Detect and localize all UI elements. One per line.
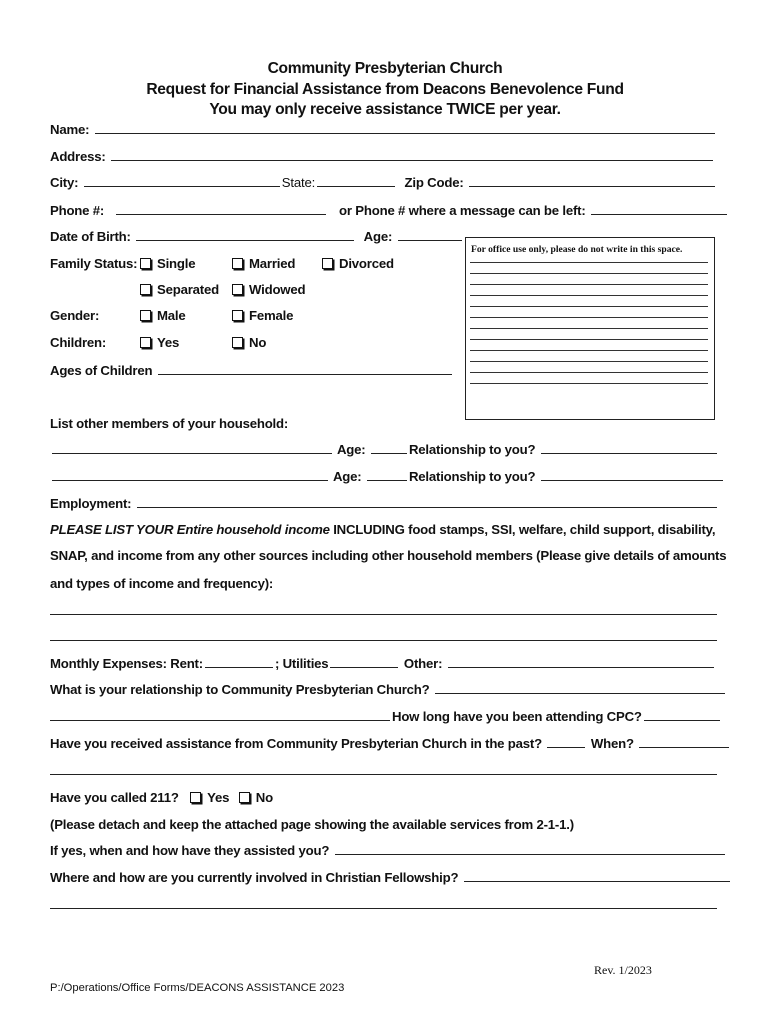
how-long-row: [50, 709, 722, 724]
state-label: State:: [281, 175, 316, 190]
utilities-label: ; Utilities: [274, 656, 329, 671]
how-long-label: How long have you been attending CPC?: [392, 709, 642, 724]
fellowship-row: [50, 870, 732, 885]
male-label: Male: [157, 308, 186, 323]
dob-field[interactable]: [136, 229, 354, 241]
employment-field[interactable]: [137, 496, 717, 508]
office-line: [470, 317, 708, 318]
relationship-cpc-field[interactable]: [435, 682, 725, 694]
income-emphasis: PLEASE LIST YOUR Entire household income: [50, 522, 330, 537]
children-no-option[interactable]: [232, 335, 266, 350]
children-yes-label: Yes: [157, 335, 180, 350]
office-line: [470, 328, 708, 329]
assisted-row: [50, 843, 727, 858]
divorced-checkbox[interactable]: [322, 258, 333, 269]
children-no-label: No: [249, 335, 267, 350]
ages-children-field[interactable]: [158, 363, 452, 375]
married-label: Married: [249, 256, 296, 271]
family-status-label: Family Status:: [50, 256, 138, 271]
children-label: Children:: [50, 335, 107, 350]
divorced-label: Divorced: [339, 256, 394, 271]
employment-label: Employment:: [50, 496, 132, 511]
utilities-field[interactable]: [330, 656, 398, 668]
fellowship-label: Where and how are you currently involved in Christian Fellowship?: [50, 870, 459, 885]
household-label: List other members of your household:: [50, 416, 289, 431]
form-title: Request for Financial Assistance from Deacons Benevolence Fund: [146, 81, 624, 98]
office-use-caption: For office use only, please do not write in this space.: [471, 244, 683, 255]
called-211-row: [50, 790, 273, 805]
office-line: [470, 339, 708, 340]
male-option[interactable]: [140, 308, 186, 323]
received-row: [50, 736, 731, 751]
name-row: [50, 122, 717, 137]
dob-row: [50, 229, 464, 244]
household-relationship-2-field[interactable]: [541, 469, 723, 481]
separated-option[interactable]: [140, 282, 219, 297]
fellowship-field[interactable]: [464, 870, 730, 882]
zip-field[interactable]: [469, 175, 715, 187]
income-instructions-3: and types of income and frequency):: [50, 576, 274, 591]
address-row: [50, 149, 715, 164]
called-211-no-label: No: [255, 790, 273, 805]
assisted-field[interactable]: [335, 843, 725, 855]
other-field[interactable]: [448, 656, 714, 668]
city-row: [50, 175, 717, 190]
revision-label: Rev. 1/2023: [594, 963, 652, 977]
income-instructions-1: [50, 522, 715, 537]
other-label: Other:: [403, 656, 443, 671]
relationship-row: [50, 682, 727, 697]
ages-children-label: Ages of Children: [50, 363, 153, 378]
received-details-line[interactable]: [50, 774, 717, 775]
rent-field[interactable]: [205, 656, 273, 668]
household-relationship-label: Relationship to you?: [408, 442, 536, 457]
alt-phone-field[interactable]: [591, 203, 727, 215]
household-relationship-label: Relationship to you?: [408, 469, 536, 484]
income-field-line-2[interactable]: [50, 640, 717, 641]
assisted-label: If yes, when and how have they assisted you?: [50, 843, 330, 858]
city-label: City:: [50, 175, 79, 190]
employment-row: [50, 496, 719, 511]
phone-row: [50, 203, 729, 218]
divorced-option[interactable]: [322, 256, 394, 271]
when-field[interactable]: [639, 736, 729, 748]
when-label: When?: [590, 736, 634, 751]
how-long-field[interactable]: [644, 709, 720, 721]
married-option[interactable]: [232, 256, 295, 271]
income-instructions-2: SNAP, and income from any other sources including other household members (Please give details of amounts: [50, 548, 727, 563]
income-text: INCLUDING food stamps, SSI, welfare, child support, disability,: [329, 522, 716, 537]
household-age-2-field[interactable]: [367, 469, 407, 481]
called-211-yes-checkbox[interactable]: [190, 792, 201, 803]
called-211-yes-option[interactable]: [190, 790, 229, 805]
office-line: [470, 295, 708, 296]
office-line: [470, 372, 708, 373]
name-field[interactable]: [95, 122, 715, 134]
expenses-row: [50, 656, 716, 671]
alt-phone-label: or Phone # where a message can be left:: [339, 203, 586, 218]
form-notice: You may only receive assistance TWICE per year.: [209, 101, 561, 118]
widowed-checkbox[interactable]: [232, 284, 243, 295]
household-member-1-field[interactable]: [52, 442, 332, 454]
widowed-option[interactable]: [232, 282, 305, 297]
rent-label: Monthly Expenses: Rent:: [50, 656, 203, 671]
female-option[interactable]: [232, 308, 293, 323]
dob-label: Date of Birth:: [50, 229, 131, 244]
office-line: [470, 350, 708, 351]
female-checkbox[interactable]: [232, 310, 243, 321]
children-yes-checkbox[interactable]: [140, 337, 151, 348]
city-field[interactable]: [84, 175, 280, 187]
children-no-checkbox[interactable]: [232, 337, 243, 348]
gender-label: Gender:: [50, 308, 100, 323]
household-relationship-1-field[interactable]: [541, 442, 717, 454]
called-211-no-option[interactable]: [239, 790, 273, 805]
ages-children-row: [50, 363, 454, 378]
relationship-cpc-label: What is your relationship to Community Presbyterian Church?: [50, 682, 430, 697]
separated-label: Separated: [157, 282, 219, 297]
relationship-cpc-field-2[interactable]: [50, 709, 390, 721]
household-age-1-field[interactable]: [371, 442, 407, 454]
phone-label: Phone #:: [50, 203, 105, 218]
zip-label: Zip Code:: [404, 175, 464, 190]
office-line: [470, 383, 708, 384]
office-line: [470, 262, 708, 263]
separated-checkbox[interactable]: [140, 284, 151, 295]
fellowship-details-line[interactable]: [50, 908, 717, 909]
widowed-label: Widowed: [249, 282, 306, 297]
called-211-label: Have you called 211?: [50, 790, 179, 805]
household-member-2-field[interactable]: [52, 469, 328, 481]
income-field-line-1[interactable]: [50, 614, 717, 615]
age-label: Age:: [363, 229, 393, 244]
detach-note: (Please detach and keep the attached page showing the available services from 2-1-1.): [50, 817, 574, 832]
phone-field[interactable]: [116, 203, 326, 215]
male-checkbox[interactable]: [140, 310, 151, 321]
name-label: Name:: [50, 122, 90, 137]
household-row-2: [50, 469, 725, 484]
household-age-label: Age:: [332, 469, 362, 484]
single-option[interactable]: [140, 256, 195, 271]
office-line: [470, 284, 708, 285]
household-row-1: [50, 442, 719, 457]
single-label: Single: [157, 256, 196, 271]
office-line: [470, 361, 708, 362]
children-yes-option[interactable]: [140, 335, 179, 350]
file-path-label: P:/Operations/Office Forms/DEACONS ASSISTANCE 2023: [50, 982, 345, 994]
called-211-yes-label: Yes: [207, 790, 230, 805]
received-field[interactable]: [547, 736, 585, 748]
married-checkbox[interactable]: [232, 258, 243, 269]
female-label: Female: [249, 308, 294, 323]
called-211-no-checkbox[interactable]: [239, 792, 250, 803]
household-age-label: Age:: [336, 442, 366, 457]
state-field[interactable]: [317, 175, 395, 187]
church-name: Community Presbyterian Church: [267, 60, 503, 77]
address-label: Address:: [50, 149, 106, 164]
address-field[interactable]: [111, 149, 713, 161]
single-checkbox[interactable]: [140, 258, 151, 269]
received-label: Have you received assistance from Community Presbyterian Church in the past?: [50, 736, 542, 751]
age-field[interactable]: [398, 229, 462, 241]
office-use-box: [465, 237, 715, 420]
office-line: [470, 306, 708, 307]
office-line: [470, 273, 708, 274]
